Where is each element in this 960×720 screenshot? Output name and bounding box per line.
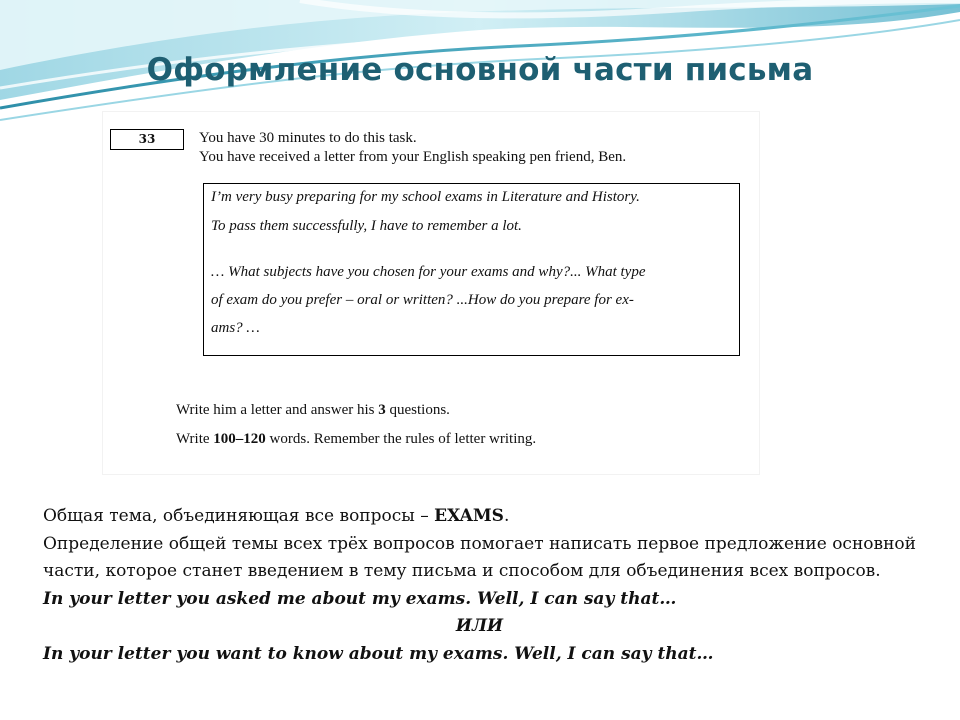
question-count: 3 — [378, 402, 386, 418]
task-number-box: 33 — [110, 129, 184, 150]
letter-line: I’m very busy preparing for my school exams in Literature and History. — [211, 189, 640, 205]
slide-title: Оформление основной части письма — [146, 52, 814, 88]
topic-word: EXAMS — [434, 506, 504, 526]
explanation-text — [43, 503, 916, 668]
or-separator: ИЛИ — [455, 616, 504, 636]
instruction-line-2 — [176, 431, 536, 448]
task-line-2: You have received a letter from your English speaking pen friend, Ben. — [199, 149, 627, 165]
example-sentence-1: In your letter you asked me about my exams. Well, I can say that… — [43, 588, 677, 609]
instruction-text: words. Remember the rules of letter writing. — [265, 431, 537, 447]
letter-line: ams? … — [211, 320, 260, 336]
topic-label: Общая тема, объединяющая все вопросы – — [43, 506, 435, 526]
task-scan — [103, 112, 759, 474]
instruction-text: Write — [176, 431, 214, 447]
instruction-text: Write him a letter and answer his — [176, 402, 379, 418]
topic-line — [43, 503, 916, 531]
topic-period: . — [503, 506, 510, 526]
explanation-paragraph: Определение общей темы всех трёх вопросов помогает написать первое предложение основной части, которое станет введением в тему письма и способом для объединения всех вопросов. — [43, 533, 916, 581]
word-count: 100–120 — [213, 431, 266, 447]
letter-excerpt-box — [203, 183, 740, 356]
letter-line: To pass them successfully, I have to remember a lot. — [211, 218, 522, 234]
instruction-line-1 — [176, 402, 450, 419]
example-sentence-2: In your letter you want to know about my exams. Well, I can say that… — [43, 643, 714, 664]
task-line-1: You have 30 minutes to do this task. — [199, 130, 417, 146]
letter-line: of exam do you prefer – oral or written? ...How do you prepare for ex- — [211, 292, 634, 308]
instruction-text: questions. — [385, 402, 450, 418]
letter-line: … What subjects have you chosen for your exams and why?... What type — [211, 264, 646, 280]
